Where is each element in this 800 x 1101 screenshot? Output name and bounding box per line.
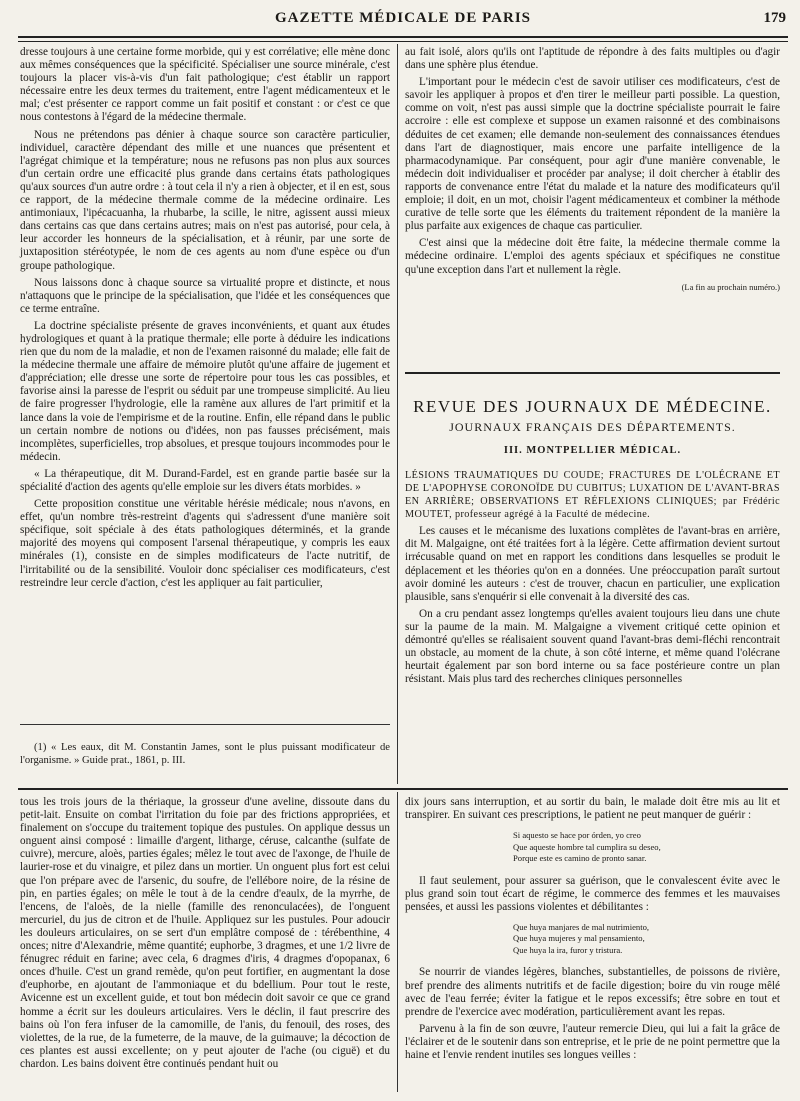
- header-rule: [18, 36, 788, 42]
- paragraph: Nous ne prétendons pas dénier à chaque source son caractère particulier, individuel, caractère dépendant des mille et une nuances que présentent et l'agrégat chimique et la température; nous ne refusons pas non plus aux sources d'un certain ordre une efficacité plus grande dans certains états pathologiques qu'aux sources d'un autre ordre : à tout cela il n'y a rien à objecter, et il en est, sous ce rapport, de la médecine thermale comme de la médecine ordinaire. Les antimoniaux, l'ipécacuanha, la rhubarbe, la scille, le nitre, agissent aussi mieux dans certains cas que dans certains autres; mais on n'est pas autorisé, pour cela, à leur accorder les honneurs de la spécialisation, et à réunir, par une sorte de juxtaposition stéréotypée, le nom de ces agents au nom d'une espèce ou d'un groupe pathologique.: [20, 128, 390, 272]
- section-rule: [405, 372, 780, 374]
- page-header: [18, 8, 788, 34]
- section-subtitle: JOURNAUX FRANÇAIS DES DÉPARTEMENTS.: [449, 420, 736, 435]
- paragraph: La doctrine spécialiste présente de graves inconvénients, et quant aux études hydrologiques et quant à la pratique thermale; elle porte à déduire les indications rien que du nom de la maladie, et non de l'examen raisonné du malade; elle fait de la médecine thermale une affaire de mémoire plutôt qu'une affaire de jugement et d'appréciation; elle dresse une sorte de répertoire pour tous les cas possibles, et favorise ainsi la paresse de l'esprit ou séduit par une trompeuse simplicité. Au lieu de faire progresser l'hydrologie, elle la ramène aux allures de l'art primitif et la lance dans la voie de l'empirisme et de la routine. Enfin, elle répand dans le public un certain nombre de notions ou d'idées, non pas fausses précisément, mais incomplètes, superficielles, trop absolues, et presque toujours incommodes pour le médecin.: [20, 319, 390, 463]
- right-column: [405, 46, 780, 298]
- journal-title: GAZETTE MÉDICALE DE PARIS: [274, 10, 531, 26]
- lower-left-column: [20, 796, 390, 1075]
- paragraph: L'important pour le médecin c'est de savoir utiliser ces modificateurs, c'est de savoir les appliquer à propos et d'en tirer le meilleur parti possible. La question, comme on voit, n'est pas aussi simple que la doctrine spécialiste pourrait le faire accroire : elle est complexe et suppose un examen raisonné et des combinaisons déduites de cet examen; elle demande non-seulement des connaissances étendues dans l'art de diagnostiquer, mais encore une parfaite intelligence de la pharmacodynamique. Par conséquent, pour agir d'une manière convenable, le médecin doit individualiser et procéder par analyse; il doit chercher à établir des rapports de convenance entre l'état du malade et la nature des modificateurs qu'il emploie; il doit, en un mot, choisir l'agent médicamenteux et combiner la méthode curative de telle sorte que les éléments du traitement répondent de la manière la plus parfaite aux exigences de chaque cas particulier.: [405, 76, 780, 233]
- column-divider: [397, 792, 398, 1092]
- paragraph: « La thérapeutique, dit M. Durand-Fardel, est en grande partie basée sur la spécialité d'action des agents qu'elle emploie sur les divers états morbides. »: [20, 467, 390, 493]
- footnote: [20, 742, 390, 771]
- paragraph: Cette proposition constitue une véritable hérésie médicale; nous n'avons, en effet, qu'un nombre très-restreint d'agents qui s'adressent d'une manière soit spécifique, soit spéciale à des états pathologiques déterminés, et la grande majorité des moyens qui composent l'arsenal thérapeutique, y compris les eaux minérales (1), consiste en de simples modificateurs de l'acte nutritif, de l'irritabilité ou de la sensibilité. Vouloir donc spécialiser ces modificateurs, c'est restreindre leur cercle d'action, c'est les appliquer au fait particulier,: [20, 498, 390, 589]
- verse-block: [513, 922, 780, 957]
- footnote-rule: [20, 724, 390, 725]
- paragraph: dix jours sans interruption, et au sortir du bain, le malade doit être mis au lit et transpirer. En suivant ces prescriptions, le patient ne peut manquer de guérir :: [405, 796, 780, 822]
- signoff: (La fin au prochain numéro.): [681, 281, 780, 292]
- page-number: 179: [763, 10, 786, 26]
- column-divider: [397, 44, 398, 784]
- paragraph: Se nourrir de viandes légères, blanches, substantielles, de poissons de rivière, bref prendre des aliments nutritifs et de facile digestion; boire du vin rouge mêlé avec de l'eau ferrée; éviter la fatigue et le repos excessifs; être sobre en tout et prendre de l'exercice avec modération, particulièrement avant les repas.: [405, 966, 780, 1018]
- paragraph: dresse toujours à une certaine forme morbide, qui y est corrélative; elle mène donc aux mêmes conséquences que la spécificité. Spécialiser une source minérale, c'est toujours la placer vis-à-vis d'un fait pathologique; c'est établir un rapport nécessaire entre les deux termes du traitement, entre l'agent médicamenteux et le mal; c'est présenter ce rapport comme un fait positif et constant : or c'est ce que nous contestons à l'égard de la médecine thermale.: [20, 46, 390, 124]
- journal-name: III. MONTPELLIER MÉDICAL.: [503, 445, 682, 457]
- verse-block: [513, 830, 780, 865]
- lower-right-column: [405, 796, 780, 1066]
- verse-line: Que huya manjares de mal nutrimiento,: [513, 921, 650, 932]
- paragraph: C'est ainsi que la médecine doit être faite, la médecine thermale comme la médecine ordinaire. L'emploi des agents spéciaux et spécifiques ne constitue qu'une exception dans l'art et nullement la règle.: [405, 237, 780, 276]
- paragraph: tous les trois jours de la thériaque, la grosseur d'une aveline, dissoute dans du petit-lait. Ensuite on combat l'irritation du foie par des frictions appropriées, et finalement on s'occupe du traitement topique des pustules. On applique dessus un onguent ainsi composé : limaille d'argent, litharge, céruse, calcanthe (sulfate de cuivre), mercure, aloès, parties égales; mêlez le tout avec de l'axonge, de l'huile de laurier-rose et du vinaigre, et pilez dans un mortier. Un onguent plus fort est celui que l'on prépare avec de l'arsenic, du soufre, de l'ellébore noire, de la résine de pin, en parties égales; on mêle le tout à de la cendre d'eaulx, de la myrrhe, de l'encens, de l'aloès, de la nielle (famille des renonculacées), de l'onguent mercuriel, du jus de citron et de l'huile. Appliquez sur les pustules. Pour adoucir les douleurs articulaires, on se sert d'un emplâtre composé de : térébenthine, 4 onces; nitre d'Alexandrie, même quantité; euphorbe, 3 dragmes, et une 1/2 livre de fénugrec réduit en farine; avec cela, 6 dragmes d'iris, 4 dragmes d'opopanax, 6 onces d'huile. C'est un grand remède, qu'on peut fortifier, en augmentant la dose d'euphorbe, en ajoutant de l'ammoniaque et du bdellium. Pour tout le reste, Avicenne est un excellent guide, et tout bon médecin doit savoir ce que ce grand homme a écrit sur les douleurs articulaires. Vers le déclin, il faut prescrire des bains où l'on fera infuser de la camomille, de l'anis, du fenouil, des roses, des violettes, de la rue, de la fumeterre, de la mauve, de la guimauve; la décoction de ces plantes est aussi excellente; on y peut ajouter de l'ache (ou ciguë) et du chardon. Les bains doivent être continués pendant huit ou: [20, 796, 390, 1070]
- paragraph: au fait isolé, alors qu'ils ont l'aptitude de répondre à des faits multiples ou d'agir dans une sphère plus étendue.: [405, 46, 780, 72]
- verse-line: Porque este es camino de pronto sanar.: [513, 853, 647, 864]
- review-section: [405, 397, 780, 690]
- left-column: [20, 46, 390, 594]
- paragraph: Parvenu à la fin de son œuvre, l'auteur remercie Dieu, qui lui a fait la grâce de l'éclairer et de le soutenir dans son entreprise, et le prie de ne point permettre que la haine et l'envie rendent inutiles ses longues veilles :: [405, 1022, 780, 1062]
- paragraph: Nous laissons donc à chaque source sa virtualité propre et distincte, et nous n'attaquons que le principe de la spécialisation, que l'idée et les conséquences que ce terme entraîne.: [20, 276, 390, 315]
- verse-line: Que huya la ira, furor y tristura.: [513, 944, 623, 955]
- page-split-rule: [18, 788, 788, 790]
- verse-line: Que huya mujeres y mal pensamiento,: [513, 933, 645, 944]
- verse-line: Que aqueste hombre tal cumplira su deseo,: [513, 841, 661, 852]
- footnote-text: (1) « Les eaux, dit M. Constantin James, sont le plus puissant modificateur de l'organisme. » Guide prat., 1861, p. III.: [20, 742, 390, 766]
- verse-line: Si aquesto se hace por órden, yo creo: [513, 830, 641, 841]
- paragraph: On a cru pendant assez longtemps qu'elles avaient toujours lieu dans une chute sur la paume de la main. M. Malgaigne a vivement critiqué cette opinion et démontré qu'elles se réalisaient souvent quand l'avant-bras demi-fléchi rencontrait un obstacle, au moment de la chute, à son côté interne, et même quand l'olécrane heurtait également par son bord interne ou sa face postérieure contre un plan résistant. Mais plus tard des recherches cliniques personnelles: [405, 607, 780, 686]
- article-title: LÉSIONS TRAUMATIQUES DU COUDE; FRACTURES DE L'OLÉCRANE ET DE L'APOPHYSE CORONOÏDE DU CUBITUS; LUXATION DE L'AVANT-BRAS EN ARRIÈRE; OBSERVATIONS ET RÉFLEXIONS CLINIQUES; par Frédéric MOUTET, professeur agrégé à la Faculté de médecine.: [405, 470, 780, 521]
- paragraph: Les causes et le mécanisme des luxations complètes de l'avant-bras en arrière, dit M. Malgaigne, ont été traitées fort à la légère. Cette affirmation devient surtout irrécusable quand on met en rapport les conditions dans lesquelles se produit le déplacement et les théories qu'on en a données. Une préoccupation paraît surtout avoir dominé les auteurs : c'est de trouver, chacun en particulier, une explication plausible, sans s'enquérir si elle convenait à la diversité des cas.: [405, 525, 780, 603]
- section-title: REVUE DES JOURNAUX DE MÉDECINE.: [413, 397, 772, 416]
- paragraph: Il faut seulement, pour assurer sa guérison, que le convalescent évite avec le plus grand soin tout écart de régime, le commerce des femmes et les mauvaises pensées, et aussi les passions violentes et débilitantes :: [405, 874, 780, 913]
